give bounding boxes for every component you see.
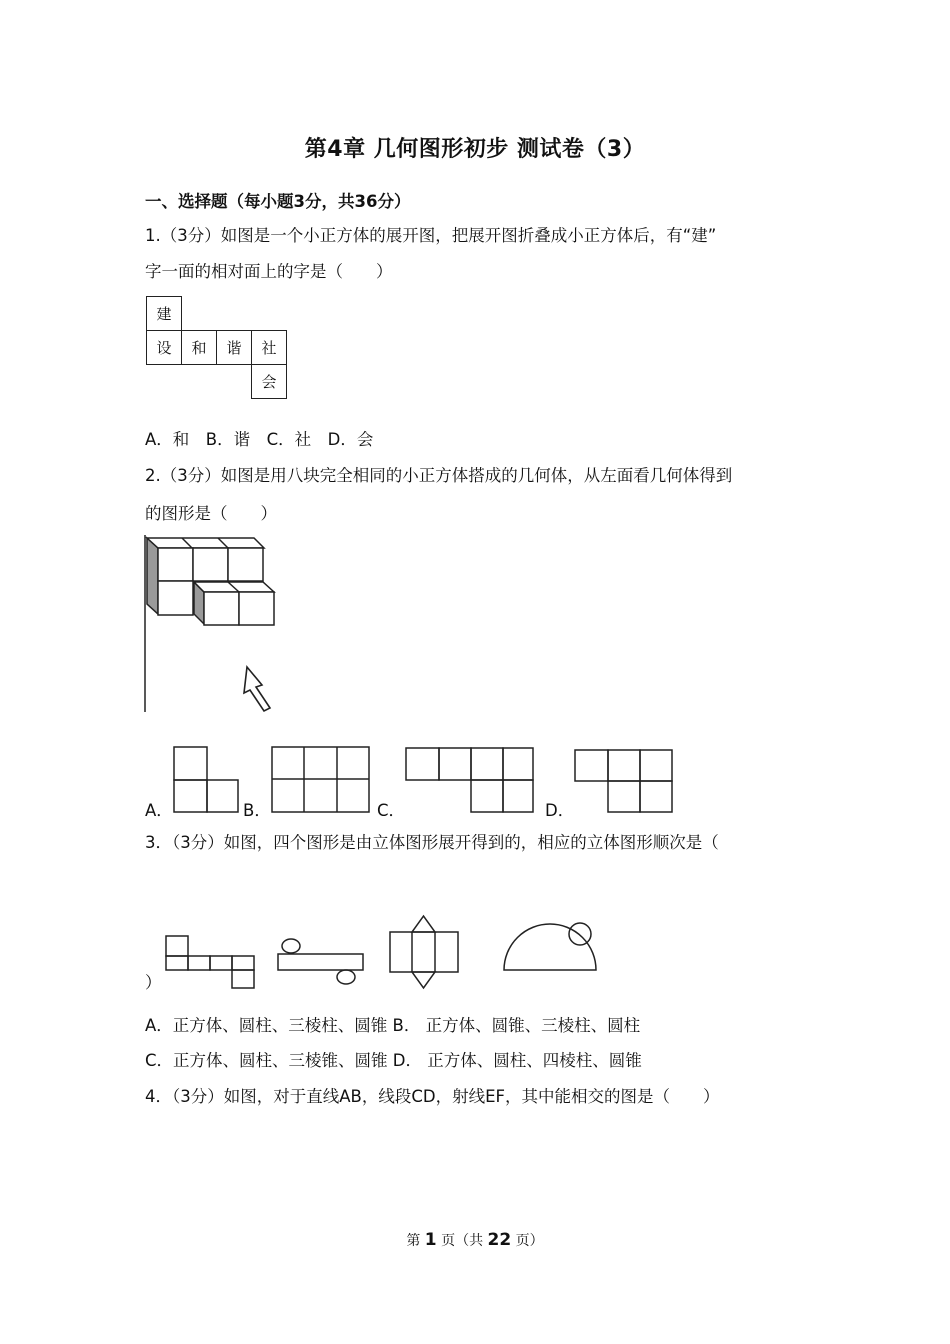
net-cell-hui: 会	[252, 365, 287, 399]
net-cell-she-design: 设	[147, 331, 182, 365]
page-footer	[0, 1230, 950, 1250]
q2-option-a-label: A．	[145, 801, 173, 820]
q3-nets-figure	[158, 912, 608, 994]
question-3-options-cd: C．正方体、圆柱、三棱锥、圆锥 D． 正方体、圆柱、四棱柱、圆锥	[145, 1051, 642, 1070]
cylinder-lateral-rect	[278, 954, 363, 970]
cylinder-top-circle	[282, 939, 300, 953]
shaded-side-left	[147, 538, 158, 614]
q2-option-d-label: D．	[545, 801, 575, 820]
prism-top-triangle	[412, 916, 435, 932]
question-1-line-2: 字一面的相对面上的字是（ ）	[145, 262, 393, 281]
net-cell-xie: 谐	[217, 331, 252, 365]
net-cell-jian: 建	[147, 297, 182, 331]
cube-top-3	[228, 548, 263, 581]
q2-option-b-label: B．	[243, 801, 271, 820]
view-direction-arrow	[244, 667, 270, 711]
question-3-line-2: ）	[145, 973, 162, 992]
cube-bottom-2	[204, 592, 239, 625]
question-1-options: A．和 B．谐 C．社 D．会	[145, 430, 374, 449]
prism-bottom-triangle	[412, 972, 435, 988]
footer-total-pages: 22	[487, 1230, 512, 1250]
footer-prefix: 第	[406, 1233, 425, 1249]
cube-net-sq-2	[166, 956, 188, 970]
prism-net-rect	[390, 932, 458, 972]
cylinder-bottom-circle	[337, 970, 355, 984]
question-1-line-1: 1.（3分）如图是一个小正方体的展开图，把展开图折叠成小正方体后，有“建”	[145, 226, 717, 245]
footer-page-number: 1	[424, 1230, 437, 1250]
footer-middle: 页（共	[436, 1233, 488, 1249]
question-3-line-1: 3．（3分）如图，四个图形是由立体图形展开得到的，相应的立体图形顺次是（	[145, 833, 719, 852]
page-title: 第4章 几何图形初步 测试卷（3）	[304, 137, 646, 162]
question-2-line-2: 的图形是（ ）	[145, 504, 277, 523]
q2-option-c-figure	[404, 746, 536, 816]
cube-bottom-3	[239, 592, 274, 625]
cube-stack-figure	[140, 530, 290, 715]
cone-sector	[504, 924, 596, 970]
footer-suffix: 页）	[511, 1233, 544, 1249]
q2-option-b-figure	[270, 745, 372, 815]
net-cell-he: 和	[182, 331, 217, 365]
cube-top-1	[158, 548, 193, 581]
cube-net-sq-1	[166, 936, 188, 956]
top-face-strip	[147, 538, 264, 548]
question-4-line-1: 4．（3分）如图，对于直线AB，线段CD，射线EF，其中能相交的图是（ ）	[145, 1087, 720, 1106]
cube-net-figure	[146, 296, 287, 399]
cube-top-2	[193, 548, 228, 581]
cube-bottom-1	[158, 581, 193, 615]
question-3-options-ab: A．正方体、圆柱、三棱柱、圆锥 B． 正方体、圆锥、三棱柱、圆柱	[145, 1016, 641, 1035]
q2-option-a-figure	[172, 745, 240, 815]
cone-base-circle	[569, 923, 591, 945]
question-2-line-1: 2.（3分）如图是用八块完全相同的小正方体搭成的几何体，从左面看几何体得到	[145, 466, 733, 485]
net-cell-she-society: 社	[252, 331, 287, 365]
section-heading: 一、选择题（每小题3分，共36分）	[145, 192, 411, 211]
q2-option-d-figure	[573, 748, 675, 816]
q2-option-c-label: C．	[377, 801, 406, 820]
